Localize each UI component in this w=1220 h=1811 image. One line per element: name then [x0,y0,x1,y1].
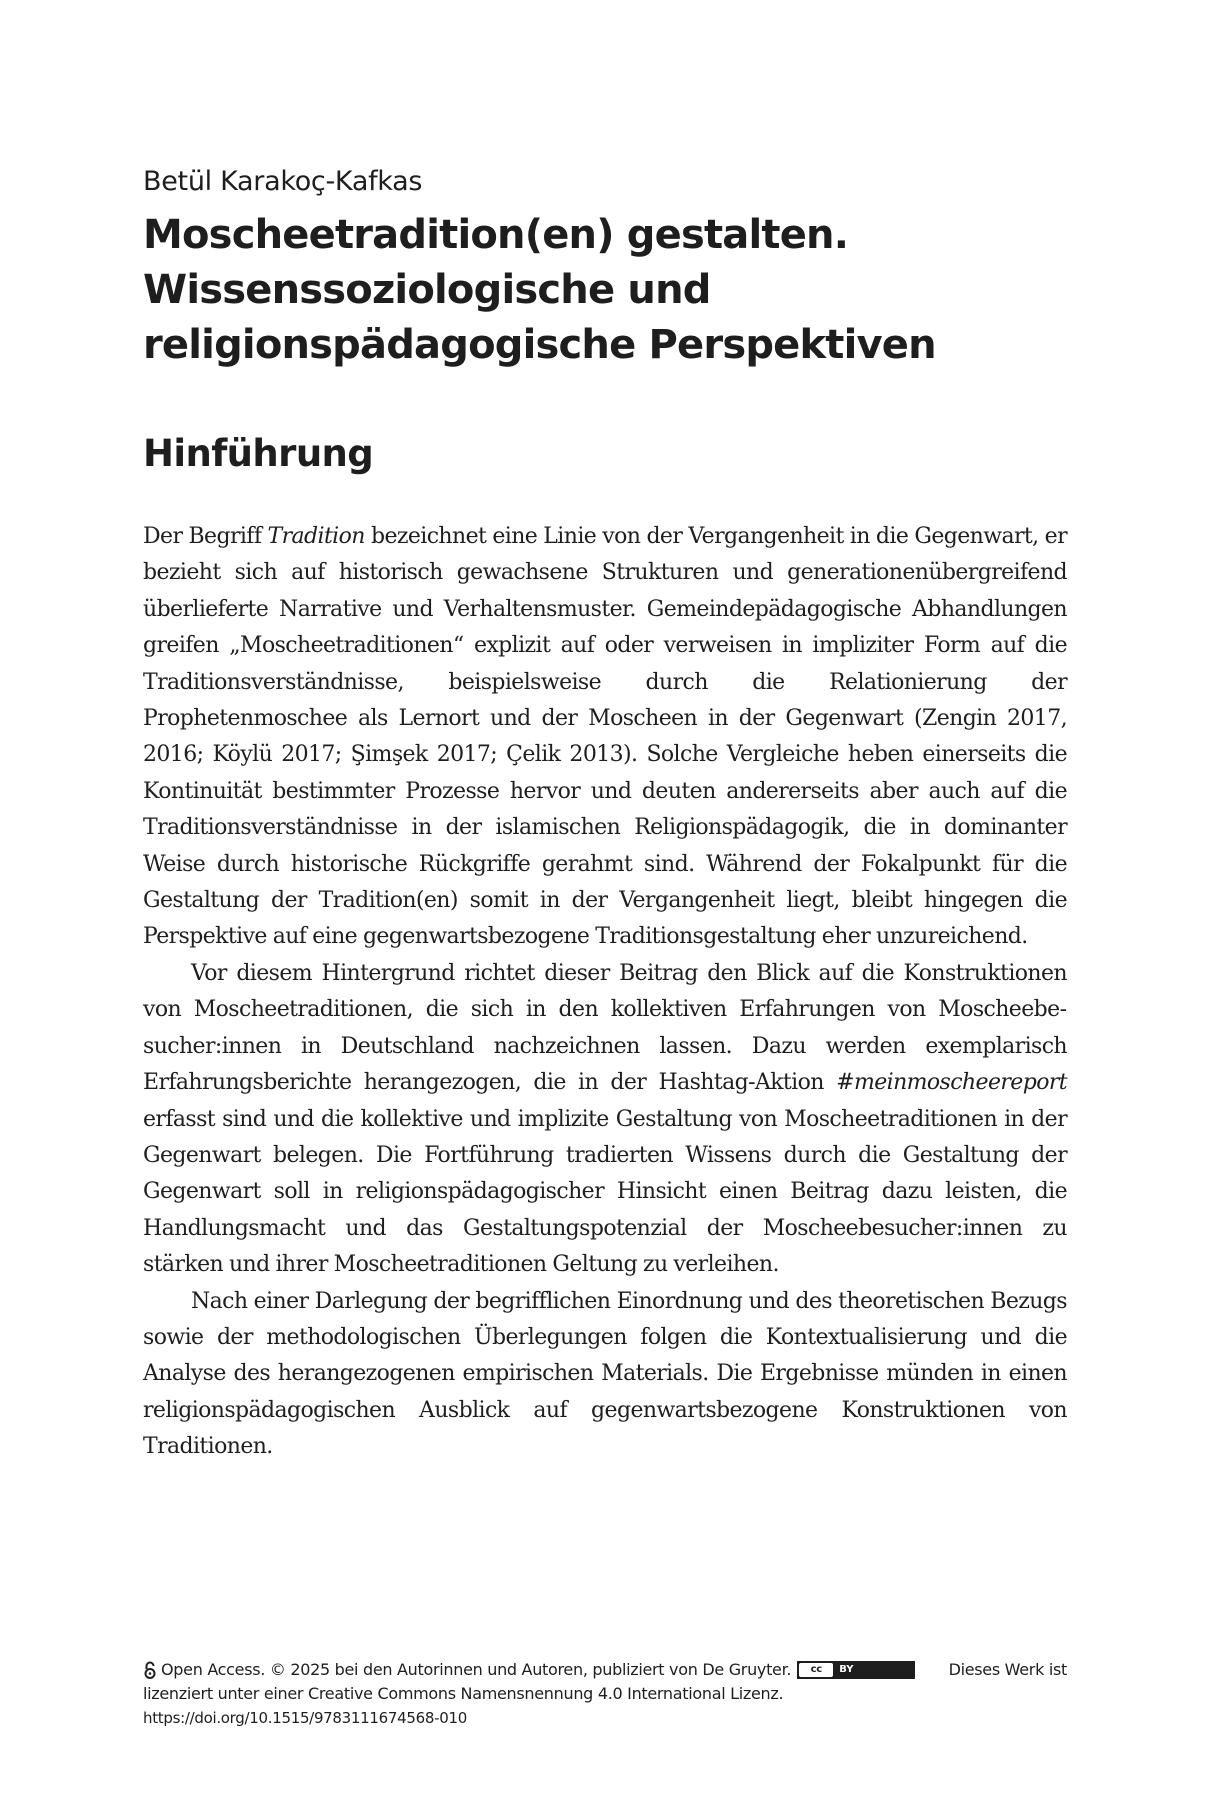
title-line: Moscheetradition(en) gestalten. [143,212,849,258]
license-footer [143,1658,1067,1730]
text-run: Vor diesem Hintergrund richtet dieser Beitrag den Blick auf die Konstruktionen von Moscheetraditionen, die sich in den kollektiven Erfahrungen von Moscheebesucher:innen in Deutschland nachzeichnen lassen. Dazu werden exemplarisch Erfahrungsberichte herangezogen, die in der Hashtag-Aktion [143,960,1067,1096]
cc-by-badge[interactable] [797,1661,915,1679]
paragraph-3 [143,1284,1067,1466]
open-access-text: Open Access. © 2025 bei den Autorinnen und Autoren, publiziert von De Gruyter. [161,1660,792,1679]
article-title [143,208,1067,373]
license-line-2: lizenziert unter einer Creative Commons Namensnennung 4.0 International Lizenz. [143,1684,784,1703]
text-run: Nach einer Darlegung der begrifflichen Einordnung und des theoretischen Bezugs sowie der methodologischen Überlegungen folgen die Kontextualisierung und die Analyse des herangezogenen empirischen Materials. Die Ergebnisse münden in einen religionspädagogischen Ausblick auf gegenwartsbezogene Konstruktionen von Traditionen. [143,1288,1067,1460]
open-access-lock-icon [143,1661,157,1679]
paragraph-1 [143,519,1067,956]
paragraph-2 [143,956,1067,1284]
doi-link[interactable]: https://doi.org/10.1515/9783111674568-010 [143,1709,467,1727]
text-run: erfasst sind und die kollektive und implizite Gestaltung von Moscheetraditionen in der Gegenwart belegen. Die Fortführung tradierten Wissens durch die Gestaltung der Gegenwart soll in religionspädagogischer Hinsicht einen Beitrag dazu leisten, die Handlungsmacht und das Gestaltungspotenzial der Moscheebesucher:innen zu stärken und ihrer Moscheetraditionen Geltung zu verleihen. [143,1106,1067,1278]
text-run: bezeichnet eine Linie von der Vergangenheit in die Gegenwart, er bezieht sich auf historisch gewachsene Strukturen und generationenübergreifend überlieferte Narrative und Verhaltensmuster. Gemeindepädagogische Abhandlungen greifen „Moscheetraditionen“ explizit auf oder verweisen in impliziter Form auf die Traditionsverständnisse, beispielsweise durch die Relationierung der Prophetenmoschee als Lernort und der Moscheen in der Gegenwart (Zengin 2017, 2016; Köylü 2017; Şimşek 2017; Çelik 2013). Solche Vergleiche heben einerseits die Kontinuität bestimmter Prozesse hervor und deuten andererseits aber auch auf die Traditionsverständnisse in der islamischen Religionspädagogik, die in dominanter Weise durch historische Rückgriffe gerahmt sind. Während der Fokalpunkt für die Gestaltung der Tradition(en) somit in der Vergangenheit liegt, bleibt hingegen die Perspektive auf eine gegenwartsbezogene Traditionsgestaltung eher unzureichend. [143,524,1067,950]
section-heading: Hinführung [143,432,374,475]
license-line-1 [143,1658,1067,1682]
by-icon: BY [839,1664,854,1675]
open-access-statement [143,1658,915,1682]
italic-term: Tradition [267,524,365,549]
text-run: Der Begriff [143,524,268,549]
author-name: Betül Karakoç-Kafkas [143,166,423,197]
license-text-end: Dieses Werk ist [948,1660,1067,1679]
body-text [143,519,1067,1466]
title-line: Wissenssoziologische und [143,267,711,313]
title-line: religionspädagogische Perspektiven [143,322,936,368]
italic-hashtag: #meinmoscheereport [836,1070,1067,1096]
cc-icon: cc [799,1663,833,1677]
